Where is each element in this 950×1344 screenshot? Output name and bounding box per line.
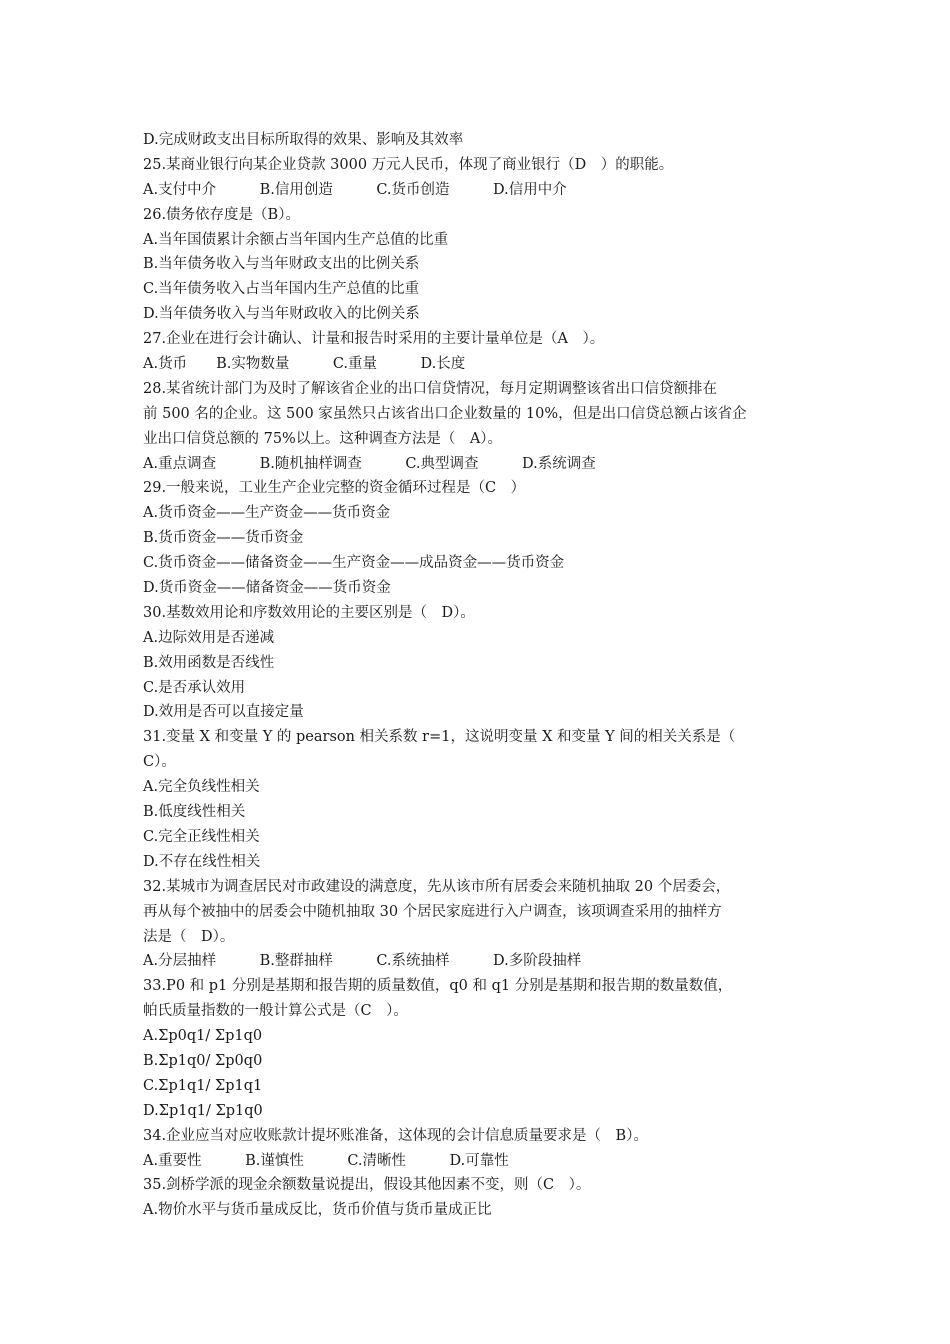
text-line: A.货币资金——生产资金——货币资金 <box>143 505 391 522</box>
text-line: A.重要性 B.谨慎性 C.清晰性 D.可靠性 <box>143 1152 509 1169</box>
text-line: 25.某商业银行向某企业贷款 3000 万元人民币，体现了商业银行（D ）的职能。 <box>143 156 674 173</box>
text-line: 28.某省统计部门为及时了解该省企业的出口信贷情况，每月定期调整该省出口信贷额排在 <box>143 380 718 397</box>
text-line: A.Σp0q1/ Σp1q0 <box>143 1028 263 1045</box>
text-line: C.是否承认效用 <box>143 679 246 696</box>
text-line: 前 500 名的企业。这 500 家虽然只占该省出口企业数量的 10%，但是出口信贷总额占该省企 <box>143 405 747 422</box>
text-line: D.Σp1q1/ Σp1q0 <box>143 1102 263 1119</box>
text-line: D.完成财政支出目标所取得的效果、影响及其效率 <box>143 132 464 148</box>
text-line: 业出口信贷总额的 75%以上。这种调查方法是（ A）。 <box>143 430 503 447</box>
text-line: B.货币资金——货币资金 <box>143 530 304 547</box>
text-line: A.完全负线性相关 <box>143 779 260 796</box>
text-line: B.效用函数是否线性 <box>143 654 275 671</box>
text-line: A.分层抽样 B.整群抽样 C.系统抽样 D.多阶段抽样 <box>143 953 582 970</box>
text-line: A.重点调查 B.随机抽样调查 C.典型调查 D.系统调查 <box>143 455 596 472</box>
text-line: A.当年国债累计余额占当年国内生产总值的比重 <box>143 231 449 248</box>
text-line: 27.企业在进行会计确认、计量和报告时采用的主要计量单位是（A ）。 <box>143 331 605 348</box>
text-line: C）。 <box>143 754 176 771</box>
text-line: 30.基数效用论和序数效用论的主要区别是（ D）。 <box>143 604 475 621</box>
text-line: C.完全正线性相关 <box>143 828 260 845</box>
text-line: D.不存在线性相关 <box>143 853 261 870</box>
text-line: C.货币资金——储备资金——生产资金——成品资金——货币资金 <box>143 555 565 572</box>
text-line: 29.一般来说，工业生产企业完整的资金循环过程是（C ） <box>143 480 526 497</box>
text-line: 35.剑桥学派的现金余额数量说提出，假设其他因素不变，则（C ）。 <box>143 1177 591 1194</box>
text-line: C.当年债务收入占当年国内生产总值的比重 <box>143 281 420 298</box>
text-line: B.当年债务收入与当年财政支出的比例关系 <box>143 256 420 273</box>
text-line: 帕氏质量指数的一般计算公式是（C ）。 <box>143 1003 408 1020</box>
text-line: A.货币 B.实物数量 C.重量 D.长度 <box>143 356 466 373</box>
text-line: A.物价水平与货币量成反比，货币价值与货币量成正比 <box>143 1202 492 1219</box>
text-line: 26.债务依存度是（B）。 <box>143 206 300 223</box>
text-line: 34.企业应当对应收账款计提坏账准备，这体现的会计信息质量要求是（ B）。 <box>143 1127 648 1144</box>
text-line: B.Σp1q0/ Σp0q0 <box>143 1052 263 1069</box>
document-body <box>143 128 823 1223</box>
text-line: 31.变量 X 和变量 Y 的 pearson 相关系数 r=1，这说明变量 X 和变量 Y 间的相关关系是（ <box>143 729 736 746</box>
text-line: A.边际效用是否递减 <box>143 629 275 646</box>
text-line: 32.某城市为调查居民对市政建设的满意度，先从该市所有居委会来随机抽取 20 个居委会， <box>143 878 731 895</box>
text-line: B.低度线性相关 <box>143 804 246 821</box>
text-line: C.Σp1q1/ Σp1q1 <box>143 1077 263 1094</box>
text-line: D.货币资金——储备资金——货币资金 <box>143 580 391 597</box>
text-line: 法是（ D）。 <box>143 928 235 945</box>
text-line: 再从每个被抽中的居委会中随机抽取 30 个居民家庭进行入户调查，该项调查采用的抽样方 <box>143 903 722 920</box>
text-line: D.当年债务收入与当年财政收入的比例关系 <box>143 306 420 323</box>
text-line: D.效用是否可以直接定量 <box>143 704 304 721</box>
text-line: A.支付中介 B.信用创造 C.货币创造 D.信用中介 <box>143 181 567 198</box>
text-line: 33.P0 和 p1 分别是基期和报告期的质量数值，q0 和 q1 分别是基期和报告期的数量数值， <box>143 978 733 995</box>
